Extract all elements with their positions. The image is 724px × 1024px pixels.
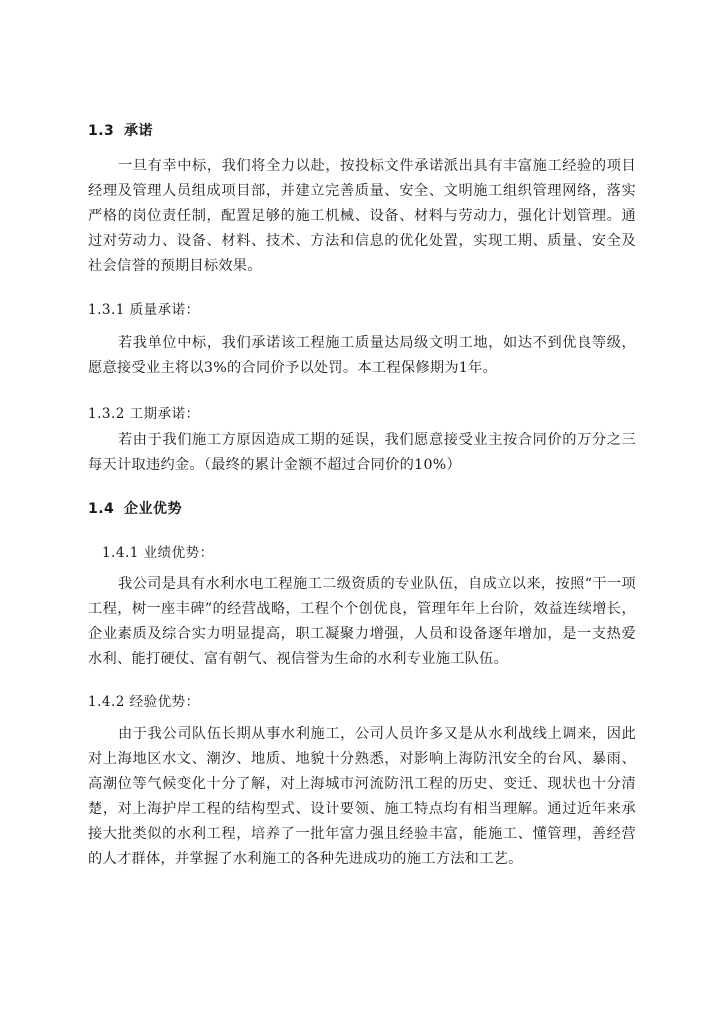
subsection-heading-1-4-1: 1.4.1 业绩优势： bbox=[102, 545, 214, 561]
subsection-heading-1-4-2: 1.4.2 经验优势： bbox=[88, 694, 200, 710]
section-title: 企业优势 bbox=[124, 501, 182, 517]
subsection-heading-1-3-2: 1.3.2 工期承诺： bbox=[88, 406, 200, 422]
section-number: 1.3 bbox=[88, 123, 115, 139]
subsection-1-3-2-text: 若由于我们施工方原因造成工期的延误，我们愿意接受业主按合同价的万分之三每天计取违约金。（最终的累计金额不超过合同价的10%） bbox=[88, 432, 636, 473]
section-heading-1-4 bbox=[88, 498, 182, 518]
subsection-1-4-2-text: 由于我公司队伍长期从事水利施工，公司人员许多又是从水利战线上调来，因此对上海地区水文、潮汐、地质、地貌十分熟悉，对影响上海防汛安全的台风、暴雨、高潮位等气候变化十分了解，对上海城市河流防汛工程的历史、变迁、现状也十分清楚，对上海护岸工程的结构型式、设计要领、施工特点均有相当理解。通过近年来承接大批类似的水利工程，培养了一批年富力强且经验丰富，能施工、懂管理，善经营的人才群体，并掌握了水利施工的各种先进成功的施工方法和工艺。 bbox=[88, 726, 636, 867]
section-heading-1-3 bbox=[88, 120, 153, 140]
section-1-3-intro: 一旦有幸中标，我们将全力以赴，按投标文件承诺派出具有丰富施工经验的项目经理及管理人员组成项目部，并建立完善质量、安全、文明施工组织管理网络，落实严格的岗位责任制，配置足够的施工机械、设备、材料与劳动力，强化计划管理。通过对劳动力、设备、材料、技术、方法和信息的优化处置，实现工期、质量、安全及社会信誉的预期目标效果。 bbox=[88, 158, 636, 274]
subsection-heading-1-3-1: 1.3.1 质量承诺： bbox=[88, 302, 200, 318]
subsection-1-3-1-text: 若我单位中标，我们承诺该工程施工质量达局级文明工地，如达不到优良等级，愿意接受业主将以3%的合同价予以处罚。本工程保修期为1年。 bbox=[88, 335, 636, 376]
section-number: 1.4 bbox=[88, 501, 115, 517]
subsection-1-4-1-text: 我公司是具有水利水电工程施工二级资质的专业队伍，自成立以来，按照“干一项工程，树一座丰碑”的经营战略，工程个个创优良，管理年年上台阶，效益连续增长，企业素质及综合实力明显提高，职工凝聚力增强，人员和设备逐年增加，是一支热爱水利、能打硬仗、富有朝气、视信誉为生命的水利专业施工队伍。 bbox=[88, 576, 636, 667]
section-title: 承诺 bbox=[124, 123, 153, 139]
